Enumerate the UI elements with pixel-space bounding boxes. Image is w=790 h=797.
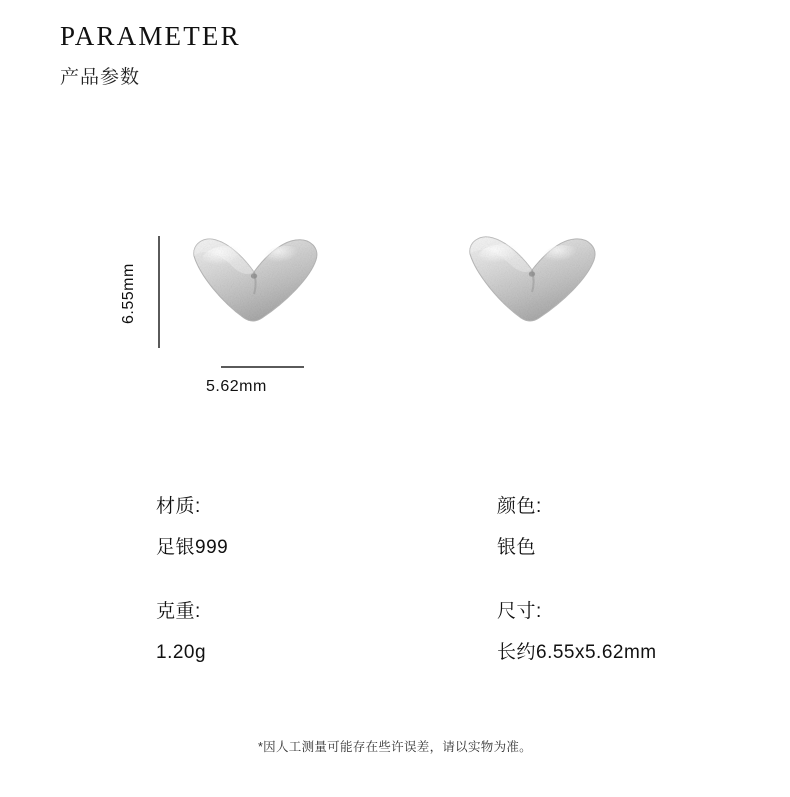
spec-key: 尺寸: bbox=[497, 601, 542, 623]
spec-key: 材质: bbox=[156, 496, 201, 517]
spec-key: 克重: bbox=[156, 601, 201, 623]
heart-stud-earring-right bbox=[464, 232, 604, 332]
spec-row bbox=[0, 495, 790, 560]
height-measure-label: 6.55mm bbox=[120, 263, 137, 325]
page-title: PARAMETER bbox=[60, 21, 241, 51]
spec-cell-material bbox=[0, 495, 449, 560]
width-measure-label: 5.62mm bbox=[206, 378, 267, 395]
width-measure-line bbox=[221, 366, 304, 368]
spec-row bbox=[0, 600, 790, 665]
page-subtitle: 产品参数 bbox=[60, 66, 141, 88]
spec-cell-color bbox=[449, 495, 790, 560]
spec-cell-weight bbox=[0, 600, 449, 665]
spec-table bbox=[0, 495, 790, 706]
page-header bbox=[60, 22, 241, 89]
spec-key: 颜色: bbox=[497, 496, 542, 517]
spec-cell-size bbox=[449, 600, 790, 665]
spec-value: 长约6.55x5.62mm bbox=[497, 642, 657, 664]
spec-value: 银色 bbox=[497, 536, 537, 558]
footnote: *因人工测量可能存在些许误差，请以实物为准。 bbox=[258, 740, 532, 754]
spec-value: 足银999 bbox=[156, 536, 229, 558]
spec-value: 1.20g bbox=[156, 642, 207, 664]
heart-stud-earring-left bbox=[186, 232, 326, 332]
height-measure-line bbox=[158, 236, 160, 348]
